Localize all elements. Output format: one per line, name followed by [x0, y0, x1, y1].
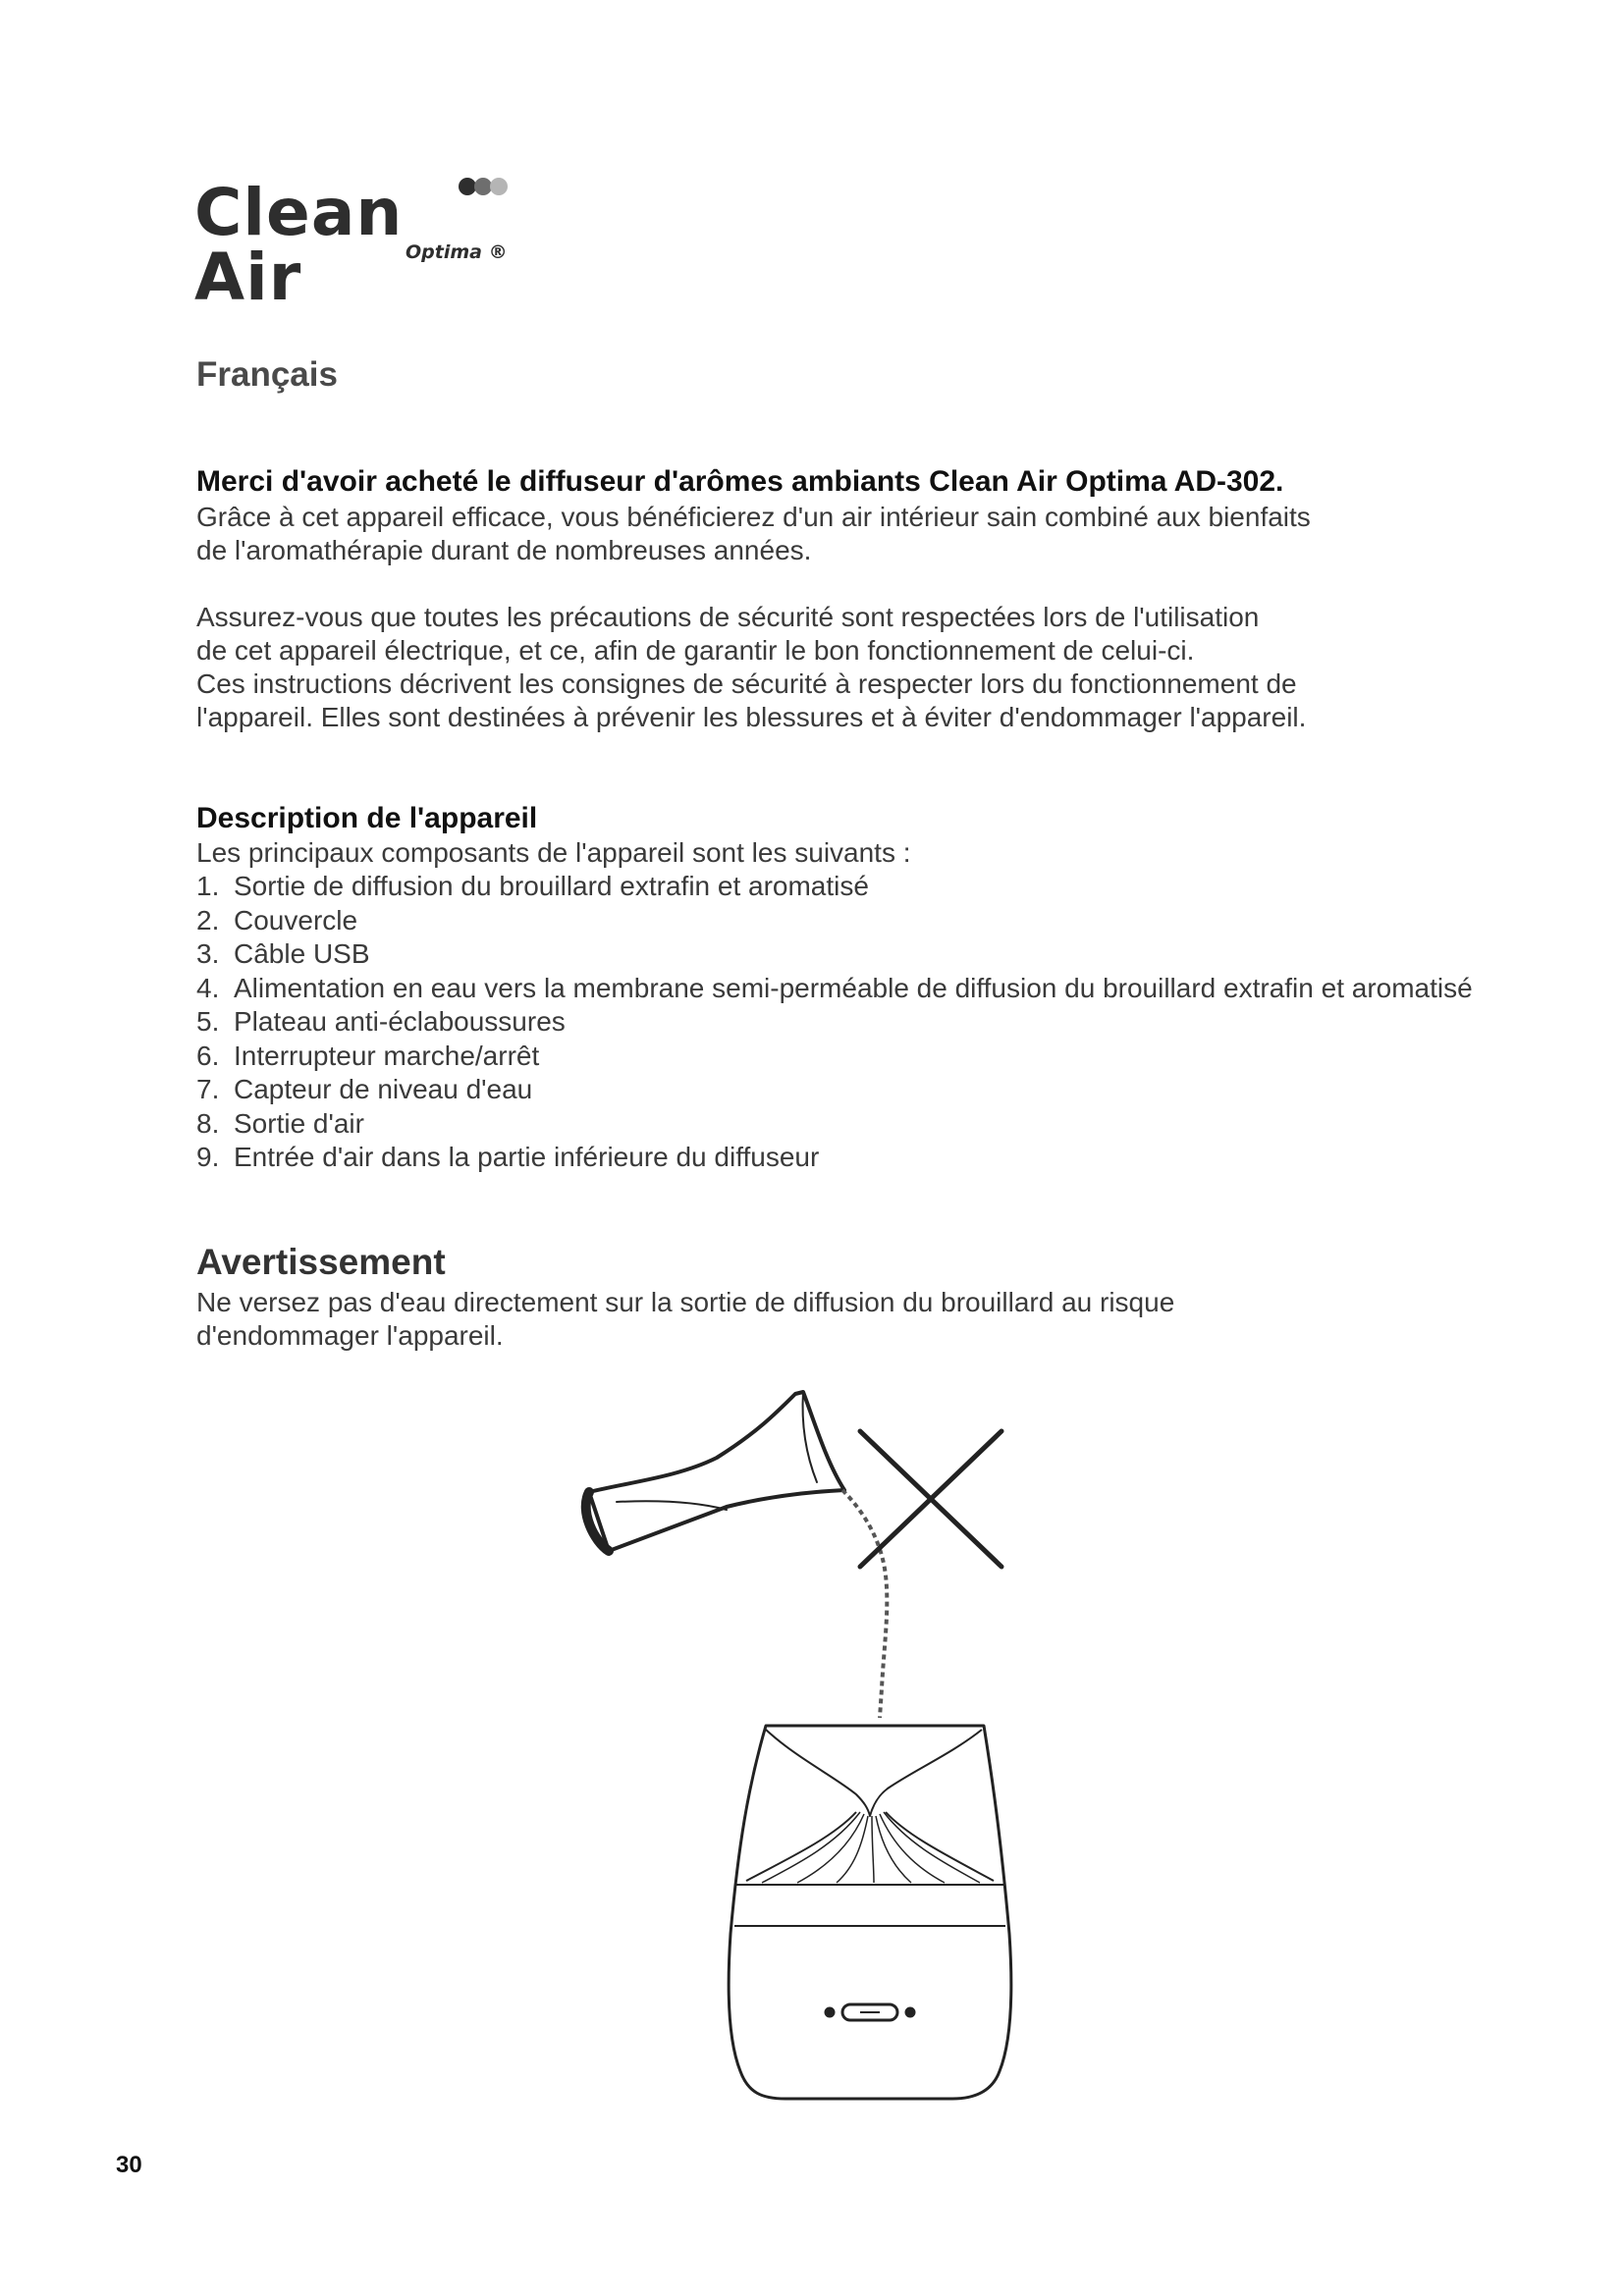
clean-air-logo: [194, 175, 528, 315]
component-list: [196, 870, 1473, 1175]
page-number: 30: [116, 2152, 142, 2178]
list-item: [196, 1141, 1473, 1175]
water-stream: [842, 1490, 887, 1718]
list-item-number: 5.: [196, 1006, 220, 1037]
list-item-number: 8.: [196, 1107, 220, 1139]
list-item-text: Sortie de diffusion du brouillard extrafin et aromatisé: [234, 871, 869, 901]
list-item-text: Capteur de niveau d'eau: [234, 1074, 533, 1104]
list-item: [196, 1073, 1473, 1107]
list-item-number: 4.: [196, 972, 220, 1003]
list-item-number: 2.: [196, 904, 220, 935]
language-title: Français: [196, 355, 338, 394]
list-item-number: 6.: [196, 1040, 220, 1071]
warning-heading: Avertissement: [196, 1242, 446, 1282]
list-item-text: Câble USB: [234, 938, 370, 969]
intro-line: de l'aromathérapie durant de nombreuses années.: [196, 535, 812, 565]
intro-paragraph: [196, 501, 1434, 567]
diffuser-icon: [729, 1726, 1011, 2099]
cross-icon: [860, 1431, 1001, 1567]
safety-line: Ces instructions décrivent les consignes de sécurité à respecter lors du fonctionnement de: [196, 668, 1297, 699]
list-item-text: Interrupteur marche/arrêt: [234, 1040, 540, 1071]
list-item-number: 3.: [196, 938, 220, 969]
list-item-text: Entrée d'air dans la partie inférieure du diffuseur: [234, 1142, 820, 1172]
list-item: [196, 1005, 1473, 1040]
safety-line: l'appareil. Elles sont destinées à prévenir les blessures et à éviter d'endommager l'appareil.: [196, 702, 1307, 732]
list-item-text: Alimentation en eau vers la membrane semi-perméable de diffusion du brouillard extrafin et aromatisé: [234, 972, 1473, 1003]
pouring-warning-illustration: [569, 1364, 1041, 2110]
intro-line: Grâce à cet appareil efficace, vous bénéficierez d'un air intérieur sain combiné aux bienfaits: [196, 502, 1311, 532]
list-item: [196, 937, 1473, 972]
list-item: [196, 870, 1473, 904]
list-item-text: Plateau anti-éclaboussures: [234, 1006, 566, 1037]
logo-wordmark: Clean Air: [194, 175, 404, 315]
pitcher-icon: [586, 1392, 844, 1551]
list-item-number: 7.: [196, 1074, 220, 1104]
intro-heading: Merci d'avoir acheté le diffuseur d'arômes ambiants Clean Air Optima AD-302.: [196, 465, 1284, 498]
list-item: [196, 1040, 1473, 1074]
warning-line: Ne versez pas d'eau directement sur la sortie de diffusion du brouillard au risque: [196, 1287, 1175, 1317]
description-heading: Description de l'appareil: [196, 802, 538, 834]
list-item-number: 9.: [196, 1142, 220, 1172]
list-item-text: Sortie d'air: [234, 1107, 364, 1139]
list-item: [196, 972, 1473, 1006]
safety-line: de cet appareil électrique, et ce, afin de garantir le bon fonctionnement de celui-ci.: [196, 635, 1195, 666]
safety-line: Assurez-vous que toutes les précautions de sécurité sont respectées lors de l'utilisation: [196, 602, 1260, 632]
warning-paragraph: [196, 1286, 1434, 1353]
description-intro: Les principaux composants de l'appareil sont les suivants :: [196, 837, 911, 868]
safety-paragraph: [196, 601, 1434, 734]
list-item-number: 1.: [196, 871, 220, 901]
list-item: [196, 1107, 1473, 1142]
logo-subtitle: Optima ®: [406, 241, 508, 263]
list-item-text: Couvercle: [234, 904, 358, 935]
list-item: [196, 904, 1473, 938]
warning-line: d'endommager l'appareil.: [196, 1320, 504, 1351]
